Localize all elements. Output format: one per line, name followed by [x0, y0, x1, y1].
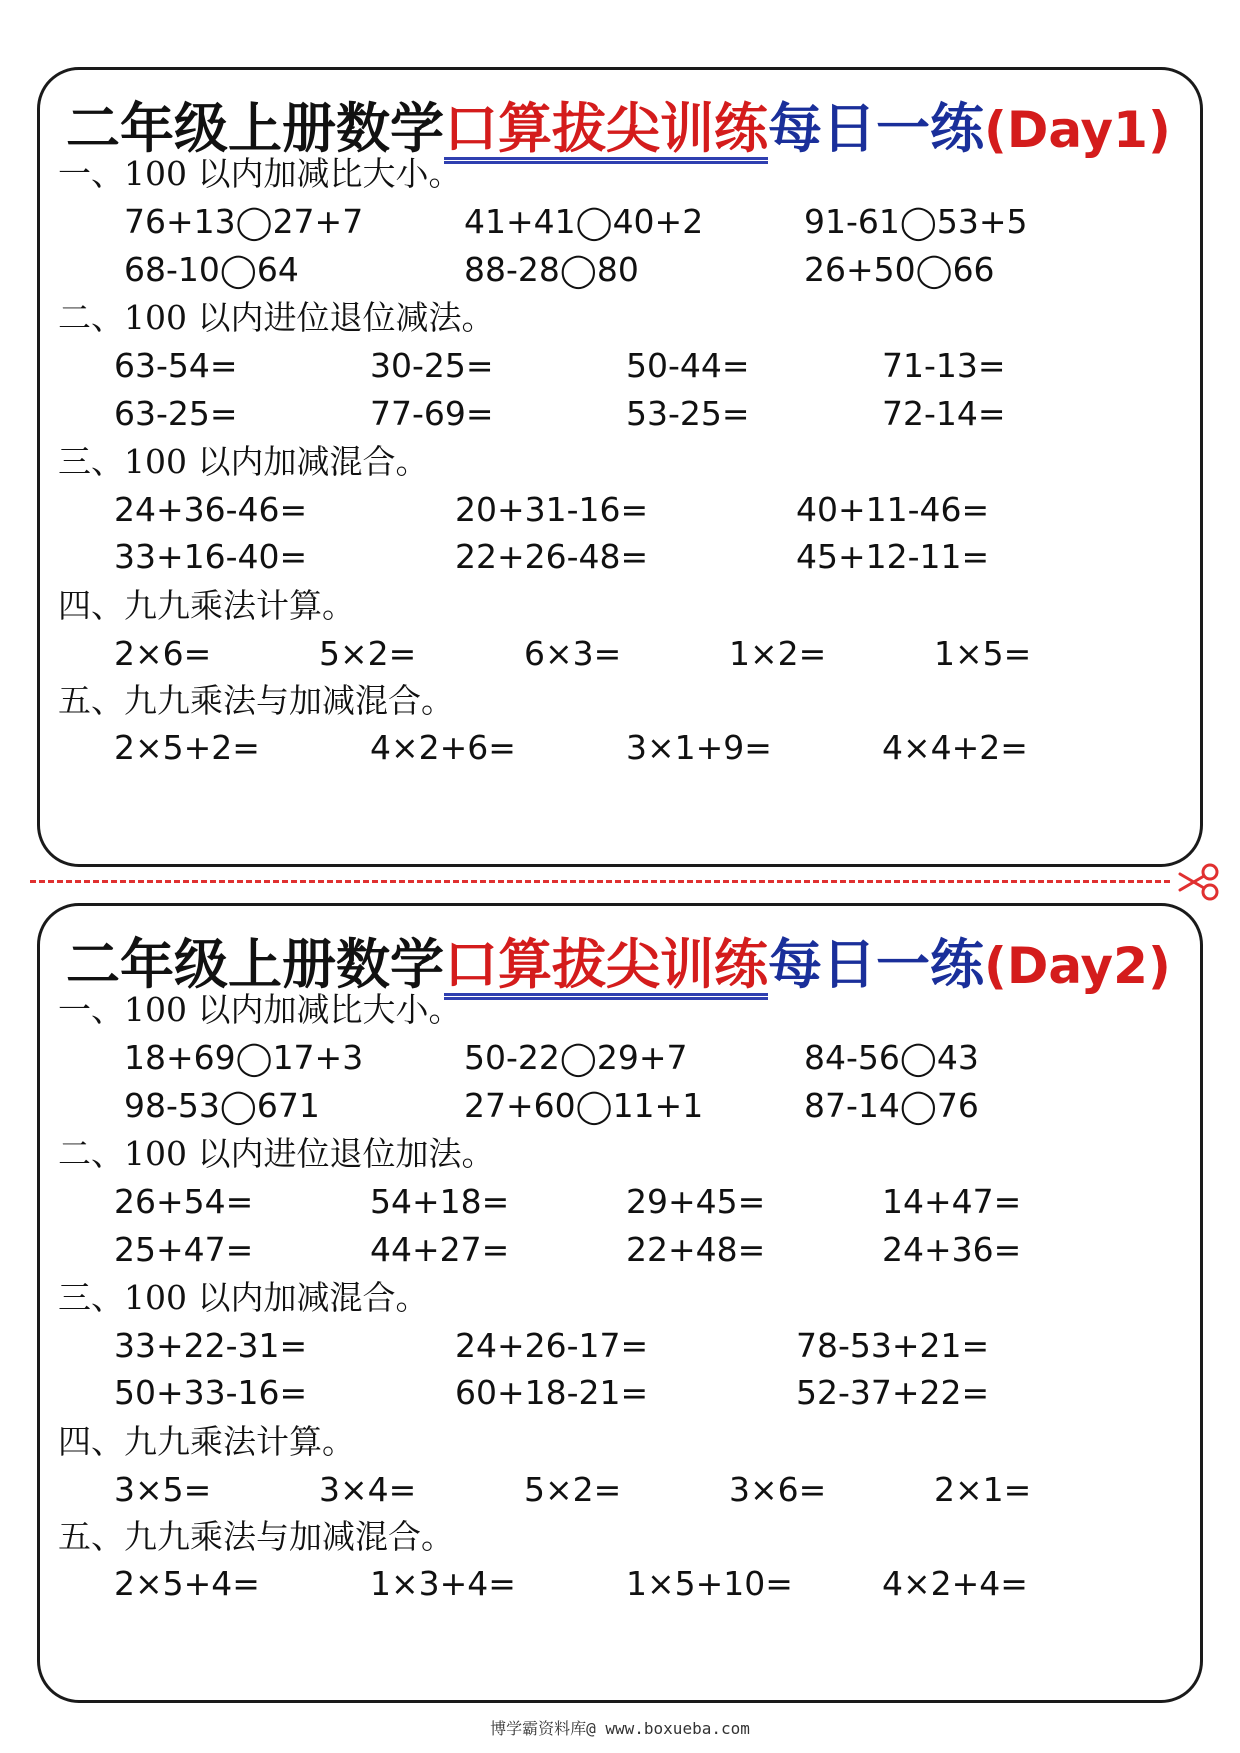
problem: 1×2=	[729, 634, 827, 673]
problem: 84-56◯43	[804, 1038, 979, 1077]
section-heading: 五、九九乘法与加减混合。	[58, 681, 454, 720]
problem: 30-25=	[370, 346, 494, 385]
problem: 71-13=	[882, 346, 1006, 385]
title-daily: 每日一练	[768, 932, 984, 996]
problem: 18+69◯17+3	[124, 1038, 364, 1077]
problem: 5×2=	[524, 1470, 622, 1509]
problem: 3×6=	[729, 1470, 827, 1509]
problem: 26+50◯66	[804, 250, 995, 289]
section-heading: 二、100 以内进位退位加法。	[58, 1134, 495, 1173]
problem: 20+31-16=	[455, 490, 649, 529]
problem: 2×5+2=	[114, 728, 260, 767]
section-heading: 二、100 以内进位退位减法。	[58, 298, 495, 337]
footer-watermark: 博学霸资料库@ www.boxueba.com	[490, 1719, 750, 1738]
section-heading: 一、100 以内加减比大小。	[58, 990, 462, 1029]
section-heading: 三、100 以内加减混合。	[58, 442, 429, 481]
problem: 45+12-11=	[796, 537, 990, 576]
cut-line	[30, 880, 1170, 883]
problem: 4×2+4=	[882, 1564, 1028, 1603]
section-heading: 三、100 以内加减混合。	[58, 1278, 429, 1317]
title-grade: 二年级上册数学	[66, 96, 444, 160]
problem: 3×5=	[114, 1470, 212, 1509]
problem: 3×4=	[319, 1470, 417, 1509]
section-heading: 一、100 以内加减比大小。	[58, 154, 462, 193]
problem: 98-53◯671	[124, 1086, 320, 1125]
problem: 24+26-17=	[455, 1326, 649, 1365]
problem: 1×5=	[934, 634, 1032, 673]
problem: 88-28◯80	[464, 250, 639, 289]
title-daily: 每日一练	[768, 96, 984, 160]
problem: 68-10◯64	[124, 250, 299, 289]
problem: 6×3=	[524, 634, 622, 673]
problem: 50+33-16=	[114, 1373, 308, 1412]
problem: 77-69=	[370, 394, 494, 433]
problem: 63-54=	[114, 346, 238, 385]
title-day: (Day2)	[984, 937, 1171, 995]
problem: 33+16-40=	[114, 537, 308, 576]
problem: 27+60◯11+1	[464, 1086, 704, 1125]
problem: 3×1+9=	[626, 728, 772, 767]
title-topic: 口算拔尖训练	[444, 96, 768, 160]
problem: 78-53+21=	[796, 1326, 990, 1365]
problem: 2×5+4=	[114, 1564, 260, 1603]
problem: 33+22-31=	[114, 1326, 308, 1365]
problem: 5×2=	[319, 634, 417, 673]
problem: 1×5+10=	[626, 1564, 793, 1603]
problem: 4×4+2=	[882, 728, 1028, 767]
problem: 50-44=	[626, 346, 750, 385]
problem: 72-14=	[882, 394, 1006, 433]
problem: 87-14◯76	[804, 1086, 979, 1125]
section-heading: 四、九九乘法计算。	[58, 586, 355, 625]
problem: 91-61◯53+5	[804, 202, 1028, 241]
problem: 60+18-21=	[455, 1373, 649, 1412]
problem: 44+27=	[370, 1230, 510, 1269]
problem: 40+11-46=	[796, 490, 990, 529]
problem: 54+18=	[370, 1182, 510, 1221]
problem: 52-37+22=	[796, 1373, 990, 1412]
problem: 22+48=	[626, 1230, 766, 1269]
scissors-icon	[1176, 862, 1222, 902]
problem: 24+36=	[882, 1230, 1022, 1269]
title-topic: 口算拔尖训练	[444, 932, 768, 996]
problem: 2×6=	[114, 634, 212, 673]
problem: 63-25=	[114, 394, 238, 433]
problem: 41+41◯40+2	[464, 202, 704, 241]
problem: 22+26-48=	[455, 537, 649, 576]
section-heading: 五、九九乘法与加减混合。	[58, 1517, 454, 1556]
title-day: (Day1)	[984, 101, 1171, 159]
problem: 2×1=	[934, 1470, 1032, 1509]
problem: 14+47=	[882, 1182, 1022, 1221]
problem: 25+47=	[114, 1230, 254, 1269]
problem: 26+54=	[114, 1182, 254, 1221]
title-grade: 二年级上册数学	[66, 932, 444, 996]
problem: 24+36-46=	[114, 490, 308, 529]
problem: 1×3+4=	[370, 1564, 516, 1603]
problem: 50-22◯29+7	[464, 1038, 688, 1077]
problem: 29+45=	[626, 1182, 766, 1221]
worksheet-day2	[37, 903, 1203, 1703]
problem: 76+13◯27+7	[124, 202, 364, 241]
problem: 53-25=	[626, 394, 750, 433]
section-heading: 四、九九乘法计算。	[58, 1422, 355, 1461]
problem: 4×2+6=	[370, 728, 516, 767]
worksheet-day1	[37, 67, 1203, 867]
